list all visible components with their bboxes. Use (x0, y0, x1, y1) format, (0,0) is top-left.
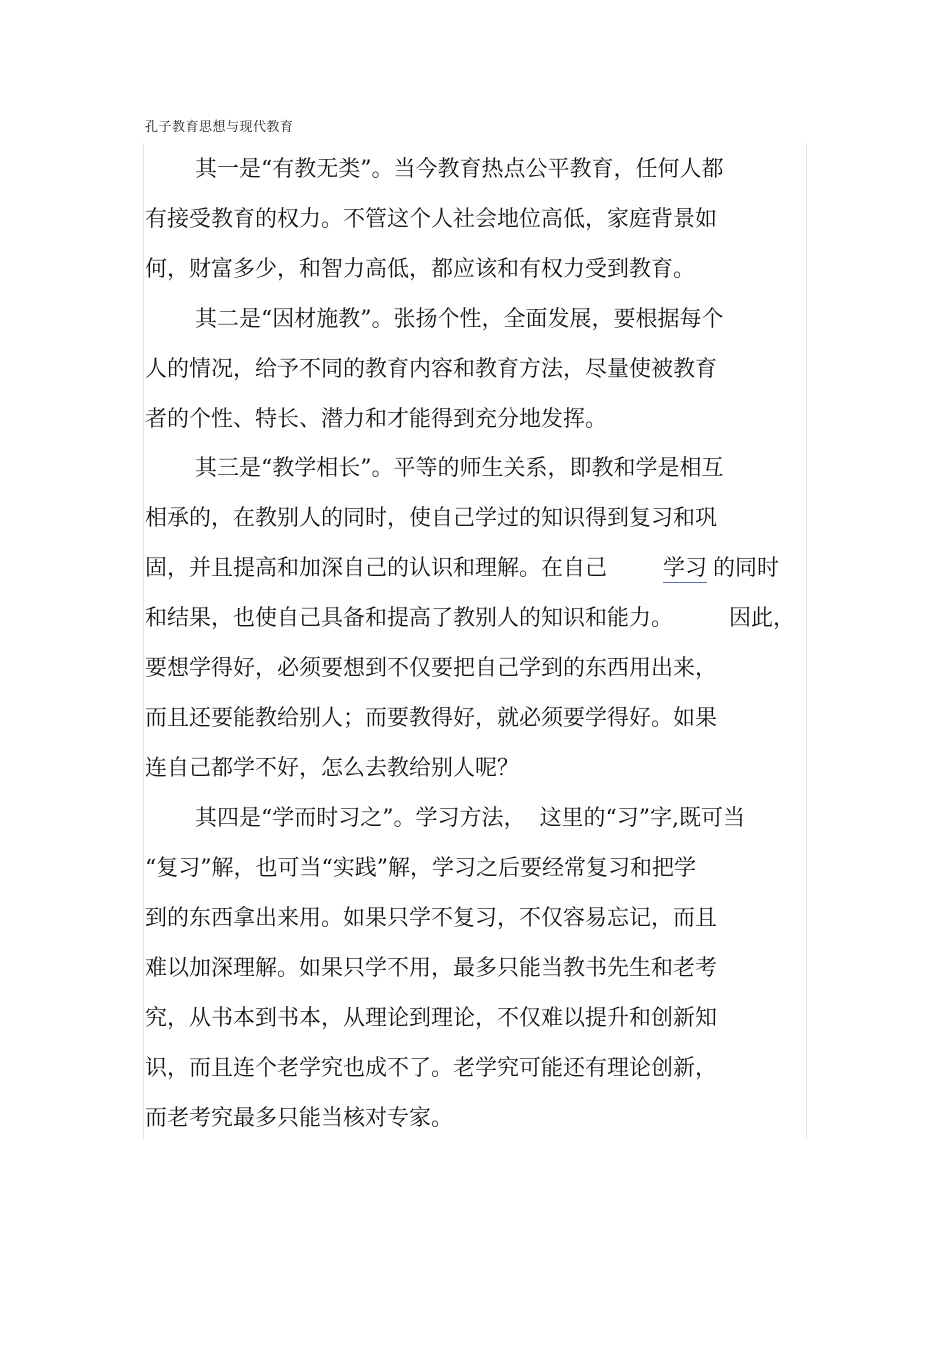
paragraph-3-line-1: 其三是“教学相长”。平等的师生关系，即教和学是相互 (195, 456, 724, 481)
paragraph-3-line-6: 而且还要能教给别人；而要教得好，就必须要学得好。如果 (145, 706, 718, 731)
paragraph-4-line-5: 究，从书本到书本，从理论到理论，不仅难以提升和创新知 (145, 1006, 718, 1031)
paragraph-4-line-7: 而老考究最多只能当核对专家。 (145, 1106, 454, 1131)
paragraph-3-line-3 (145, 554, 779, 584)
paragraph-1-line-3: 何，财富多少，和智力高低，都应该和有权力受到教育。 (145, 257, 696, 282)
paragraph-4-line-4: 难以加深理解。如果只学不用，最多只能当教书先生和老考 (145, 956, 718, 981)
paragraph-3-line-2: 相承的，在教别人的同时，使自己学过的知识得到复习和巩 (145, 506, 718, 531)
paragraph-3-line-3-text: 固，并且提高和加深自己的认识和理解。在自己 (145, 556, 608, 581)
paragraph-4-line-1-text: 其四是“学而时习之”。学习方法， (195, 806, 526, 831)
paragraph-4-line-2: “复习”解，也可当“实践”解，学习之后要经常复习和把学 (145, 856, 696, 881)
paragraph-1-line-1: 其一是“有教无类”。当今教育热点公平教育，任何人都 (195, 157, 724, 182)
paragraph-4-line-1-tail: 这里的“习”字,既可当 (539, 806, 745, 831)
paragraph-4-line-3: 到的东西拿出来用。如果只学不复习，不仅容易忘记，而且 (145, 906, 718, 931)
paragraph-2-line-3: 者的个性、特长、潜力和才能得到充分地发挥。 (145, 407, 608, 432)
text-frame (143, 143, 807, 1139)
paragraph-3-line-3-tail: 的同时 (713, 556, 780, 581)
paragraph-3-line-5: 要想学得好，必须要想到不仅要把自己学到的东西用出来， (145, 656, 718, 681)
paragraph-3-line-7: 连自己都学不好，怎么去教给别人呢？ (145, 756, 520, 781)
paragraph-2-line-1: 其二是“因材施教”。张扬个性，全面发展，要根据每个 (195, 307, 724, 332)
paragraph-3-line-4-tail: 因此， (729, 606, 796, 631)
paragraph-3-line-4 (145, 604, 795, 634)
study-link[interactable]: 学习 (663, 556, 708, 581)
paragraph-4-line-1 (195, 804, 745, 834)
paragraph-3-line-4-text: 和结果，也使自己具备和提高了教别人的知识和能力。 (145, 606, 674, 631)
paragraph-2-line-2: 人的情况，给予不同的教育内容和教育方法，尽量使被教育 (145, 357, 718, 382)
paragraph-4-line-6: 识，而且连个老学究也成不了。老学究可能还有理论创新， (145, 1056, 718, 1081)
document-header: 孔子教育思想与现代教育 (145, 120, 294, 135)
paragraph-1-line-2: 有接受教育的权力。不管这个人社会地位高低，家庭背景如 (145, 207, 718, 232)
